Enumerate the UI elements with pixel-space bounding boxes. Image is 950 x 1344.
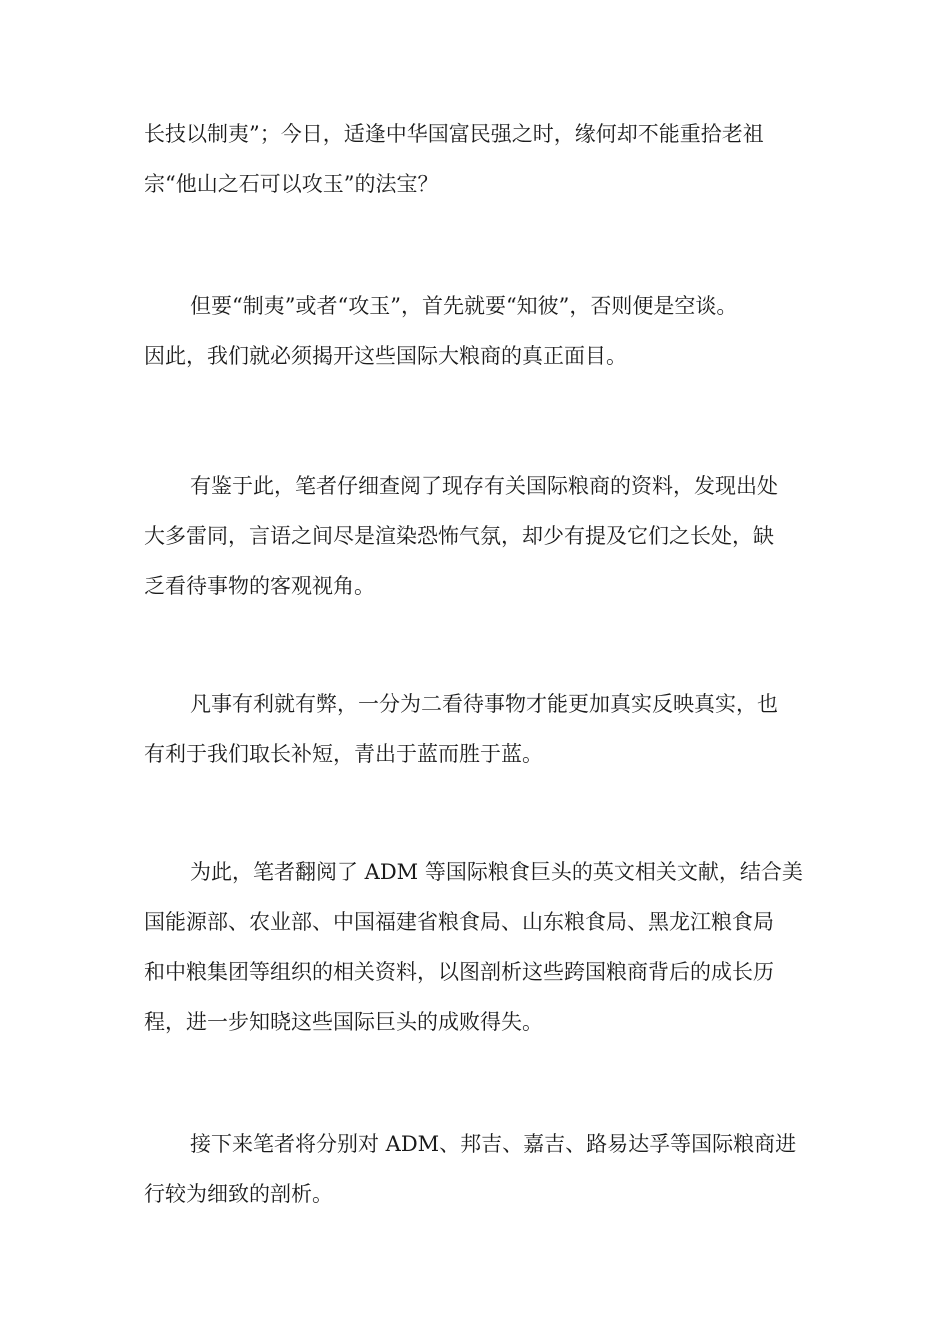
- paragraph-6: [144, 1128, 814, 1228]
- paragraph-line: 宗“他山之石可以攻玉”的法宝？: [144, 172, 439, 196]
- paragraph-line: 有利于我们取长补短，青出于蓝而胜于蓝。: [144, 742, 543, 766]
- paragraph-line: 乏看待事物的客观视角。: [144, 574, 375, 598]
- paragraph-line: 为此，笔者翻阅了 ADM 等国际粮食巨头的英文相关文献，结合美: [190, 860, 803, 884]
- paragraph-line: 但要“制夷”或者“攻玉”，首先就要“知彼”，否则便是空谈。: [190, 294, 738, 318]
- paragraph-line: 因此，我们就必须揭开这些国际大粮商的真正面目。: [144, 344, 627, 368]
- paragraph-4: [144, 688, 814, 788]
- paragraph-line: 有鉴于此，笔者仔细查阅了现存有关国际粮商的资料，发现出处: [190, 474, 778, 498]
- paragraph-line: 接下来笔者将分别对 ADM、邦吉、嘉吉、路易达孚等国际粮商进: [190, 1132, 797, 1156]
- paragraph-line: 和中粮集团等组织的相关资料，以图剖析这些跨国粮商背后的成长历: [144, 960, 774, 984]
- paragraph-line: 程，进一步知晓这些国际巨头的成败得失。: [144, 1010, 543, 1034]
- paragraph-2: [144, 290, 814, 390]
- paragraph-line: 大多雷同，言语之间尽是渲染恐怖气氛，却少有提及它们之长处，缺: [144, 524, 774, 548]
- paragraph-3: [144, 470, 814, 620]
- paragraph-line: 凡事有利就有弊，一分为二看待事物才能更加真实反映真实，也: [190, 692, 778, 716]
- paragraph-line: 行较为细致的剖析。: [144, 1182, 333, 1206]
- paragraph-line: 长技以制夷”；今日，适逢中华国富民强之时，缘何却不能重拾老祖: [144, 122, 764, 146]
- paragraph-5: [144, 856, 814, 1056]
- paragraph-line: 国能源部、农业部、中国福建省粮食局、山东粮食局、黑龙江粮食局: [144, 910, 774, 934]
- paragraph-1: [144, 118, 814, 218]
